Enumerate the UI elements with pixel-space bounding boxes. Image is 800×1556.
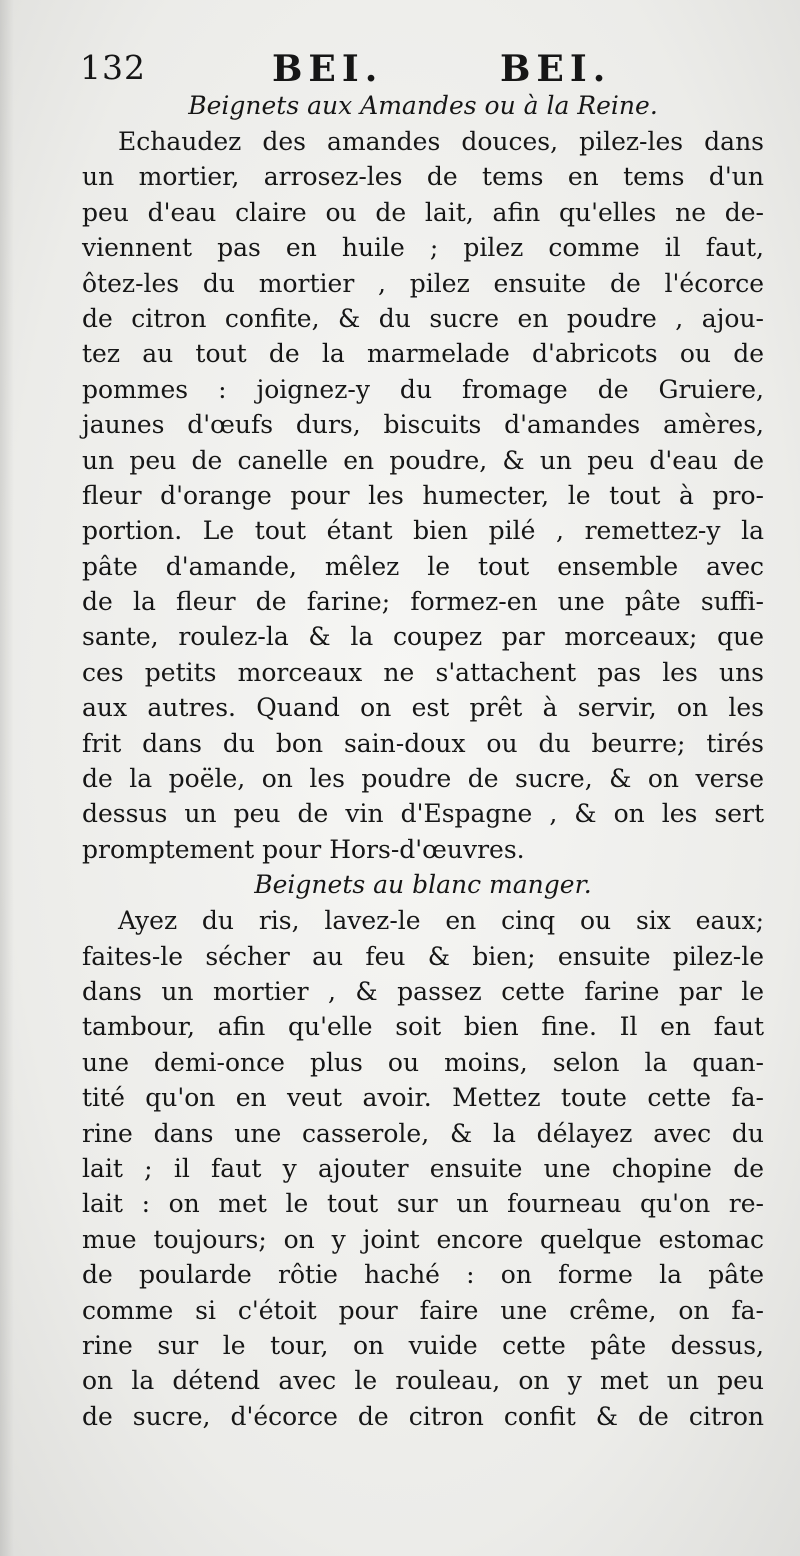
text-line: ces petits morceaux ne s'attachent pas les uns (82, 657, 764, 687)
text-line: ôtez-les du mortier , pilez ensuite de l'écorce (82, 268, 764, 298)
text-line: de sucre, d'écorce de citron confit & de citron (82, 1401, 764, 1431)
gutter-shadow (0, 0, 14, 1556)
text-line: dans un mortier , & passez cette farine par le (82, 976, 764, 1006)
text-line: un mortier, arrosez-les de tems en tems d'un (82, 162, 764, 192)
text-line: tez au tout de la marmelade d'abricots ou de (82, 339, 764, 369)
text-line: faites-le sécher au feu & bien; ensuite pilez-le (82, 941, 764, 971)
text-line: tité qu'on en veut avoir. Mettez toute cette fa- (82, 1083, 764, 1113)
page-header (80, 48, 780, 92)
text-line: lait : on met le tout sur un fourneau qu'on re- (82, 1189, 764, 1219)
page-body (82, 88, 764, 1434)
text-line: jaunes d'œufs durs, biscuits d'amandes amères, (82, 410, 764, 440)
running-head-right: BEI. (500, 48, 612, 90)
text-line: Ayez du ris, lavez-le en cinq ou six eaux; (118, 906, 764, 936)
text-line: comme si c'étoit pour faire une crême, on fa- (82, 1295, 764, 1325)
text-line: de poularde rôtie haché : on forme la pâte (82, 1260, 764, 1290)
text-line: portion. Le tout étant bien pilé , remettez-y la (82, 516, 764, 546)
recipe-text-amandes (82, 124, 764, 867)
text-line: peu d'eau claire ou de lait, afin qu'elles ne de- (82, 197, 764, 227)
text-line: un peu de canelle en poudre, & un peu d'eau de (82, 445, 764, 475)
text-line: viennent pas en huile ; pilez comme il faut, (82, 233, 764, 263)
text-line: tambour, afin qu'elle soit bien fine. Il en faut (82, 1012, 764, 1042)
text-line: frit dans du bon sain-doux ou du beurre; tirés (82, 728, 764, 758)
text-line: promptement pour Hors-d'œuvres. (82, 834, 525, 864)
text-line: sante, roulez-la & la coupez par morceaux; que (82, 622, 764, 652)
text-line: pommes : joignez-y du fromage de Gruiere, (82, 374, 764, 404)
text-line: rine dans une casserole, & la délayez avec du (82, 1118, 764, 1148)
running-head-left: BEI. (272, 48, 384, 90)
recipe-text-blanc-manger (82, 903, 764, 1434)
text-line: de la fleur de farine; formez-en une pâte suffi- (82, 587, 764, 617)
text-line: fleur d'orange pour les humecter, le tout à pro- (82, 480, 764, 510)
text-line: aux autres. Quand on est prêt à servir, on les (82, 693, 764, 723)
text-line: rine sur le tour, on vuide cette pâte dessus, (82, 1330, 764, 1360)
text-line: Echaudez des amandes douces, pilez-les dans (118, 127, 764, 156)
text-line: une demi-once plus ou moins, selon la quan- (82, 1047, 764, 1077)
text-line: pâte d'amande, mêlez le tout ensemble avec (82, 551, 764, 581)
recipe-heading-amandes: Beignets aux Amandes ou à la Reine. (188, 91, 658, 120)
text-line: de la poële, on les poudre de sucre, & on verse (82, 764, 764, 794)
text-line: de citron confite, & du sucre en poudre , ajou- (82, 303, 764, 333)
recipe-heading-blanc-manger: Beignets au blanc manger. (254, 870, 592, 900)
page-number: 132 (80, 48, 146, 87)
text-line: lait ; il faut y ajouter ensuite une chopine de (82, 1153, 764, 1183)
text-line: dessus un peu de vin d'Espagne , & on les sert (82, 799, 764, 829)
text-line: mue toujours; on y joint encore quelque estomac (82, 1224, 764, 1254)
text-line: on la détend avec le rouleau, on y met un peu (82, 1366, 764, 1396)
